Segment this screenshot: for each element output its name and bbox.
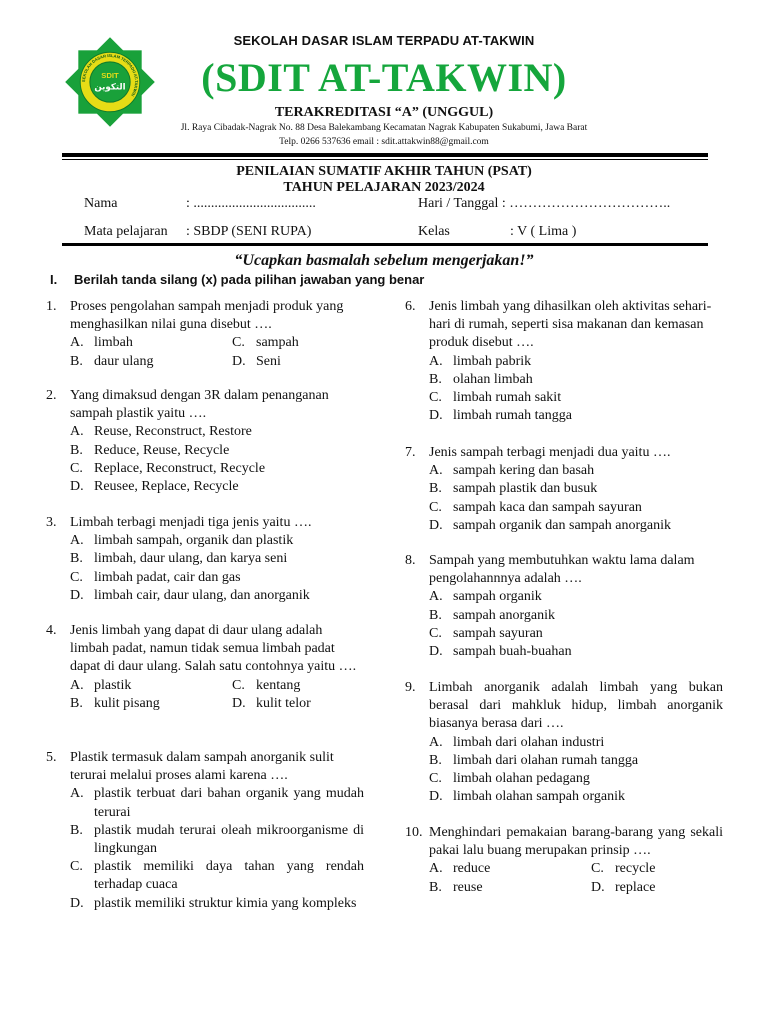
option: D. limbah cair, daur ulang, dan anorganik xyxy=(70,587,310,603)
logo-arabic-text: التكوين xyxy=(94,82,126,93)
option: D. sampah organik dan sampah anorganik xyxy=(429,517,671,533)
option: C. limbah olahan pedagang xyxy=(429,771,590,787)
question-text: Jenis limbah yang dapat di daur ulang adalah limbah padat, namun tidak semua limbah padat dapat di daur ulang. Salah satu contohnya yaitu …. xyxy=(70,623,357,675)
option: A. plastik terbuat dari bahan organik yang mudah terurai xyxy=(70,786,364,820)
option: D. plastik memiliki struktur kimia yang kompleks xyxy=(70,895,357,911)
option: A. plastik xyxy=(70,677,132,693)
question-number: 2. xyxy=(46,388,57,403)
option: A. Reuse, Reconstruct, Restore xyxy=(70,424,252,440)
question-number: 1. xyxy=(46,299,57,314)
question-item xyxy=(405,298,723,425)
school-contact: Telp. 0266 537636 email : sdit.attakwin88@gmail.com xyxy=(279,137,489,147)
option: D. Seni xyxy=(232,353,281,369)
question-text: Limbah anorganik adalah limbah yang bukan berasal dari mahkluk hidup, limbah anorganik biasanya berasa dari …. xyxy=(429,680,723,732)
option: D. replace xyxy=(591,879,656,895)
instruction-text: Berilah tanda silang (x) pada pilihan jawaban yang benar xyxy=(74,272,425,287)
option: C. limbah rumah sakit xyxy=(429,390,562,406)
question-number: 7. xyxy=(405,445,416,460)
section-instruction xyxy=(50,272,424,287)
header-divider-thin xyxy=(62,159,708,160)
option: D. limbah olahan sampah organik xyxy=(429,789,625,805)
option: B. kulit pisang xyxy=(70,695,160,711)
option: B. limbah, daur ulang, dan karya seni xyxy=(70,551,288,567)
option: A. reduce xyxy=(429,861,491,877)
option: C. recycle xyxy=(591,861,656,877)
question-number: 3. xyxy=(46,515,57,530)
info-divider xyxy=(62,243,708,246)
question-text: Proses pengolahan sampah menjadi produk yang menghasilkan nilai guna disebut …. xyxy=(70,299,344,333)
question-number: 9. xyxy=(405,680,416,695)
school-logo xyxy=(62,34,158,130)
subject-value: : SBDP (SENI RUPA) xyxy=(186,224,312,239)
class-value: : V ( Lima ) xyxy=(510,224,577,239)
question-item xyxy=(405,824,723,897)
question-item xyxy=(46,514,364,605)
date-field: Hari / Tanggal : …………………………….. xyxy=(418,196,671,211)
option: B. plastik mudah terurai oleah mikroorganisme di lingkungan xyxy=(70,822,364,857)
option: A. limbah dari olahan industri xyxy=(429,734,605,750)
option: A. sampah organik xyxy=(429,589,542,605)
question-number: 4. xyxy=(46,623,57,638)
name-field: : ................................... xyxy=(186,196,316,211)
school-full-name: SEKOLAH DASAR ISLAM TERPADU AT-TAKWIN xyxy=(233,33,535,48)
option: B. olahan limbah xyxy=(429,371,533,387)
motto: “Ucapkan basmalah sebelum mengerjakan!” xyxy=(234,252,534,269)
option: B. sampah anorganik xyxy=(429,607,555,623)
question-item xyxy=(405,444,723,535)
question-item xyxy=(46,387,364,496)
exam-title: PENILAIAN SUMATIF AKHIR TAHUN (PSAT) xyxy=(236,164,532,179)
option: A. limbah pabrik xyxy=(429,353,532,369)
option: B. sampah plastik dan busuk xyxy=(429,481,598,497)
option: C. sampah sayuran xyxy=(429,625,543,641)
question-item xyxy=(46,622,364,713)
question-number: 5. xyxy=(46,750,57,765)
option: B. reuse xyxy=(429,879,483,895)
option: A. sampah kering dan basah xyxy=(429,463,595,479)
option: B. Reduce, Reuse, Recycle xyxy=(70,442,230,458)
logo-ring-text: SEKOLAH DASAR ISLAM TERPADU AT-TAKWIN xyxy=(81,53,139,98)
option: A. limbah sampah, organik dan plastik xyxy=(70,533,294,549)
option: A. limbah xyxy=(70,335,133,351)
name-label: Nama xyxy=(84,196,118,211)
option: C. kentang xyxy=(232,677,301,693)
school-short-name: (SDIT AT-TAKWIN) xyxy=(201,55,567,100)
school-address: Jl. Raya Cibadak-Nagrak No. 88 Desa Balekambang Kecamatan Nagrak Kabupaten Sukabumi, Jawa Barat xyxy=(180,123,588,133)
question-text: Jenis limbah yang dihasilkan oleh aktivitas sehari-hari di rumah, seperti sisa makanan dan kemasan produk disebut …. xyxy=(429,299,712,351)
question-item xyxy=(405,552,723,661)
option: D. limbah rumah tangga xyxy=(429,408,572,424)
question-item xyxy=(46,298,364,371)
header-divider-thick xyxy=(62,153,708,157)
question-number: 6. xyxy=(405,299,416,314)
option: D. kulit telor xyxy=(232,695,311,711)
option: B. daur ulang xyxy=(70,353,154,369)
question-text: Menghindari pemakaian barang-barang yang sekali pakai lalu buang merupakan prinsip …. xyxy=(429,825,723,859)
question-text: Limbah terbagi menjadi tiga jenis yaitu …. xyxy=(70,515,312,530)
question-text: Yang dimaksud dengan 3R dalam penanganan sampah plastik yaitu …. xyxy=(70,388,329,422)
question-number: 8. xyxy=(405,553,416,568)
subject-label: Mata pelajaran xyxy=(84,224,168,239)
option: D. sampah buah-buahan xyxy=(429,644,572,660)
class-label: Kelas xyxy=(418,224,450,239)
section-number: I. xyxy=(50,272,58,287)
question-number: 10. xyxy=(405,825,423,840)
option: C. sampah kaca dan sampah sayuran xyxy=(429,499,642,515)
question-item xyxy=(405,679,723,806)
question-text: Jenis sampah terbagi menjadi dua yaitu …. xyxy=(429,445,671,460)
option: C. Replace, Reconstruct, Recycle xyxy=(70,460,266,476)
question-text: Plastik termasuk dalam sampah anorganik sulit terurai melalui proses alami karena …. xyxy=(70,750,334,784)
option: D. Reusee, Replace, Recycle xyxy=(70,479,239,495)
question-text: Sampah yang membutuhkan waktu lama dalam pengolahannnya adalah …. xyxy=(429,553,695,587)
option: C. plastik memiliki daya tahan yang rendah terhadap cuaca xyxy=(70,859,364,893)
exam-year: TAHUN PELAJARAN 2023/2024 xyxy=(283,180,485,195)
accreditation-status: TERAKREDITASI “A” (UNGGUL) xyxy=(274,105,494,120)
logo-center-text: SDIT xyxy=(101,71,119,81)
option: C. sampah xyxy=(232,335,299,351)
option: B. limbah dari olahan rumah tangga xyxy=(429,752,639,768)
question-item xyxy=(46,749,364,913)
option: C. limbah padat, cair dan gas xyxy=(70,569,241,585)
